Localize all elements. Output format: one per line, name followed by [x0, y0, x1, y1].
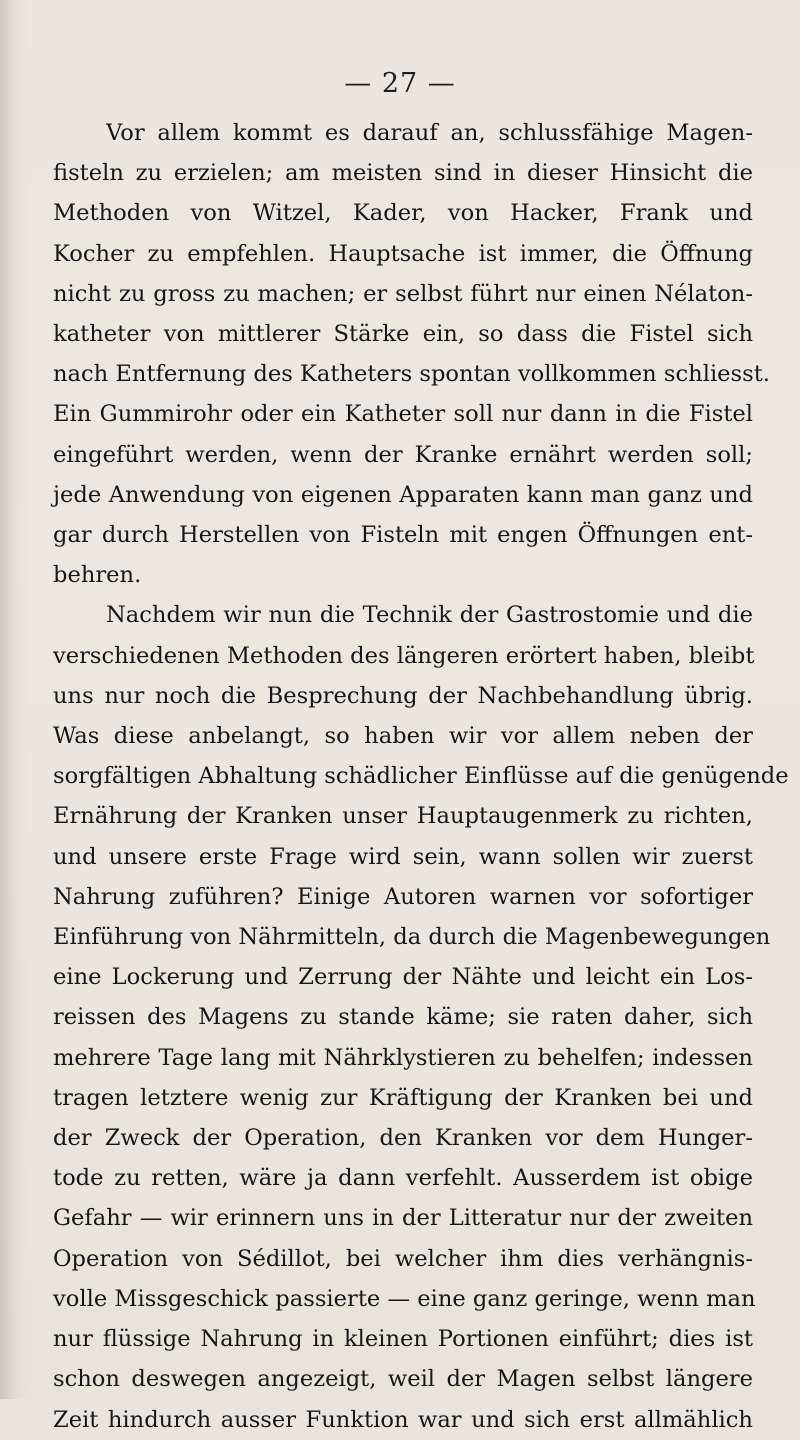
text-line: Gefahr — wir erinnern uns in der Litteratur nur der zweiten [53, 1205, 753, 1232]
text-line: verschiedenen Methoden des längeren erörtert haben, bleibt [53, 642, 755, 669]
text-line: der Zweck der Operation, den Kranken vor dem Hunger- [53, 1125, 753, 1152]
text-line: reissen des Magens zu stande käme; sie raten daher, sich [53, 1004, 753, 1031]
text-line: Kocher zu empfehlen. Hauptsache ist immer, die Öffnung [53, 240, 753, 267]
text-line: jede Anwendung von eigenen Apparaten kann man ganz und [53, 481, 753, 508]
text-line: uns nur noch die Besprechung der Nachbehandlung übrig. [53, 682, 753, 709]
text-line: schon deswegen angezeigt, weil der Magen selbst längere [53, 1366, 753, 1393]
text-line: fisteln zu erzielen; am meisten sind in dieser Hinsicht die [53, 160, 753, 187]
text-line: katheter von mittlerer Stärke ein, so dass die Fistel sich [53, 321, 753, 348]
body-text [53, 113, 789, 1440]
text-line: Operation von Sédillot, bei welcher ihm dies verhängnis- [53, 1245, 753, 1272]
text-line: Ein Gummirohr oder ein Katheter soll nur dann in die Fistel [53, 401, 753, 428]
text-line: eingeführt werden, wenn der Kranke ernährt werden soll; [53, 441, 753, 468]
text-line: und unsere erste Frage wird sein, wann sollen wir zuerst [53, 843, 753, 870]
text-line: Zeit hindurch ausser Funktion war und sich erst allmählich [53, 1406, 753, 1433]
text-line: mehrere Tage lang mit Nährklystieren zu behelfen; indessen [53, 1044, 753, 1071]
text-line: nicht zu gross zu machen; er selbst führt nur einen Nélaton- [53, 280, 753, 307]
text-line: Nachdem wir nun die Technik der Gastrostomie und die [106, 602, 753, 629]
text-line: volle Missgeschick passierte — eine ganz geringe, wenn man [53, 1285, 756, 1312]
text-line: eine Lockerung und Zerrung der Nähte und leicht ein Los- [53, 964, 753, 991]
text-line: tode zu retten, wäre ja dann verfehlt. Ausserdem ist obige [53, 1165, 753, 1192]
page-number: — 27 — [344, 68, 456, 99]
text-line: Ernährung der Kranken unser Hauptaugenmerk zu richten, [53, 803, 753, 830]
page-edge-shadow [0, 0, 28, 1399]
text-line: sorgfältigen Abhaltung schädlicher Einflüsse auf die genügende [53, 763, 789, 790]
text-line: tragen letztere wenig zur Kräftigung der Kranken bei und [53, 1084, 753, 1111]
text-line: Vor allem kommt es darauf an, schlussfähige Magen- [106, 120, 753, 146]
text-line: Was diese anbelangt, so haben wir vor allem neben der [53, 723, 753, 750]
text-line: gar durch Herstellen von Fisteln mit engen Öffnungen ent- [53, 522, 753, 549]
text-line: Einführung von Nährmitteln, da durch die Magenbewegungen [53, 924, 771, 951]
text-line: nur flüssige Nahrung in kleinen Portionen einführt; dies ist [53, 1326, 753, 1353]
text-line: nach Entfernung des Katheters spontan vollkommen schliesst. [53, 361, 770, 388]
text-line: Nahrung zuführen? Einige Autoren warnen vor sofortiger [53, 883, 753, 910]
text-line: behren. [53, 562, 142, 589]
text-line: Methoden von Witzel, Kader, von Hacker, Frank und [53, 200, 753, 227]
